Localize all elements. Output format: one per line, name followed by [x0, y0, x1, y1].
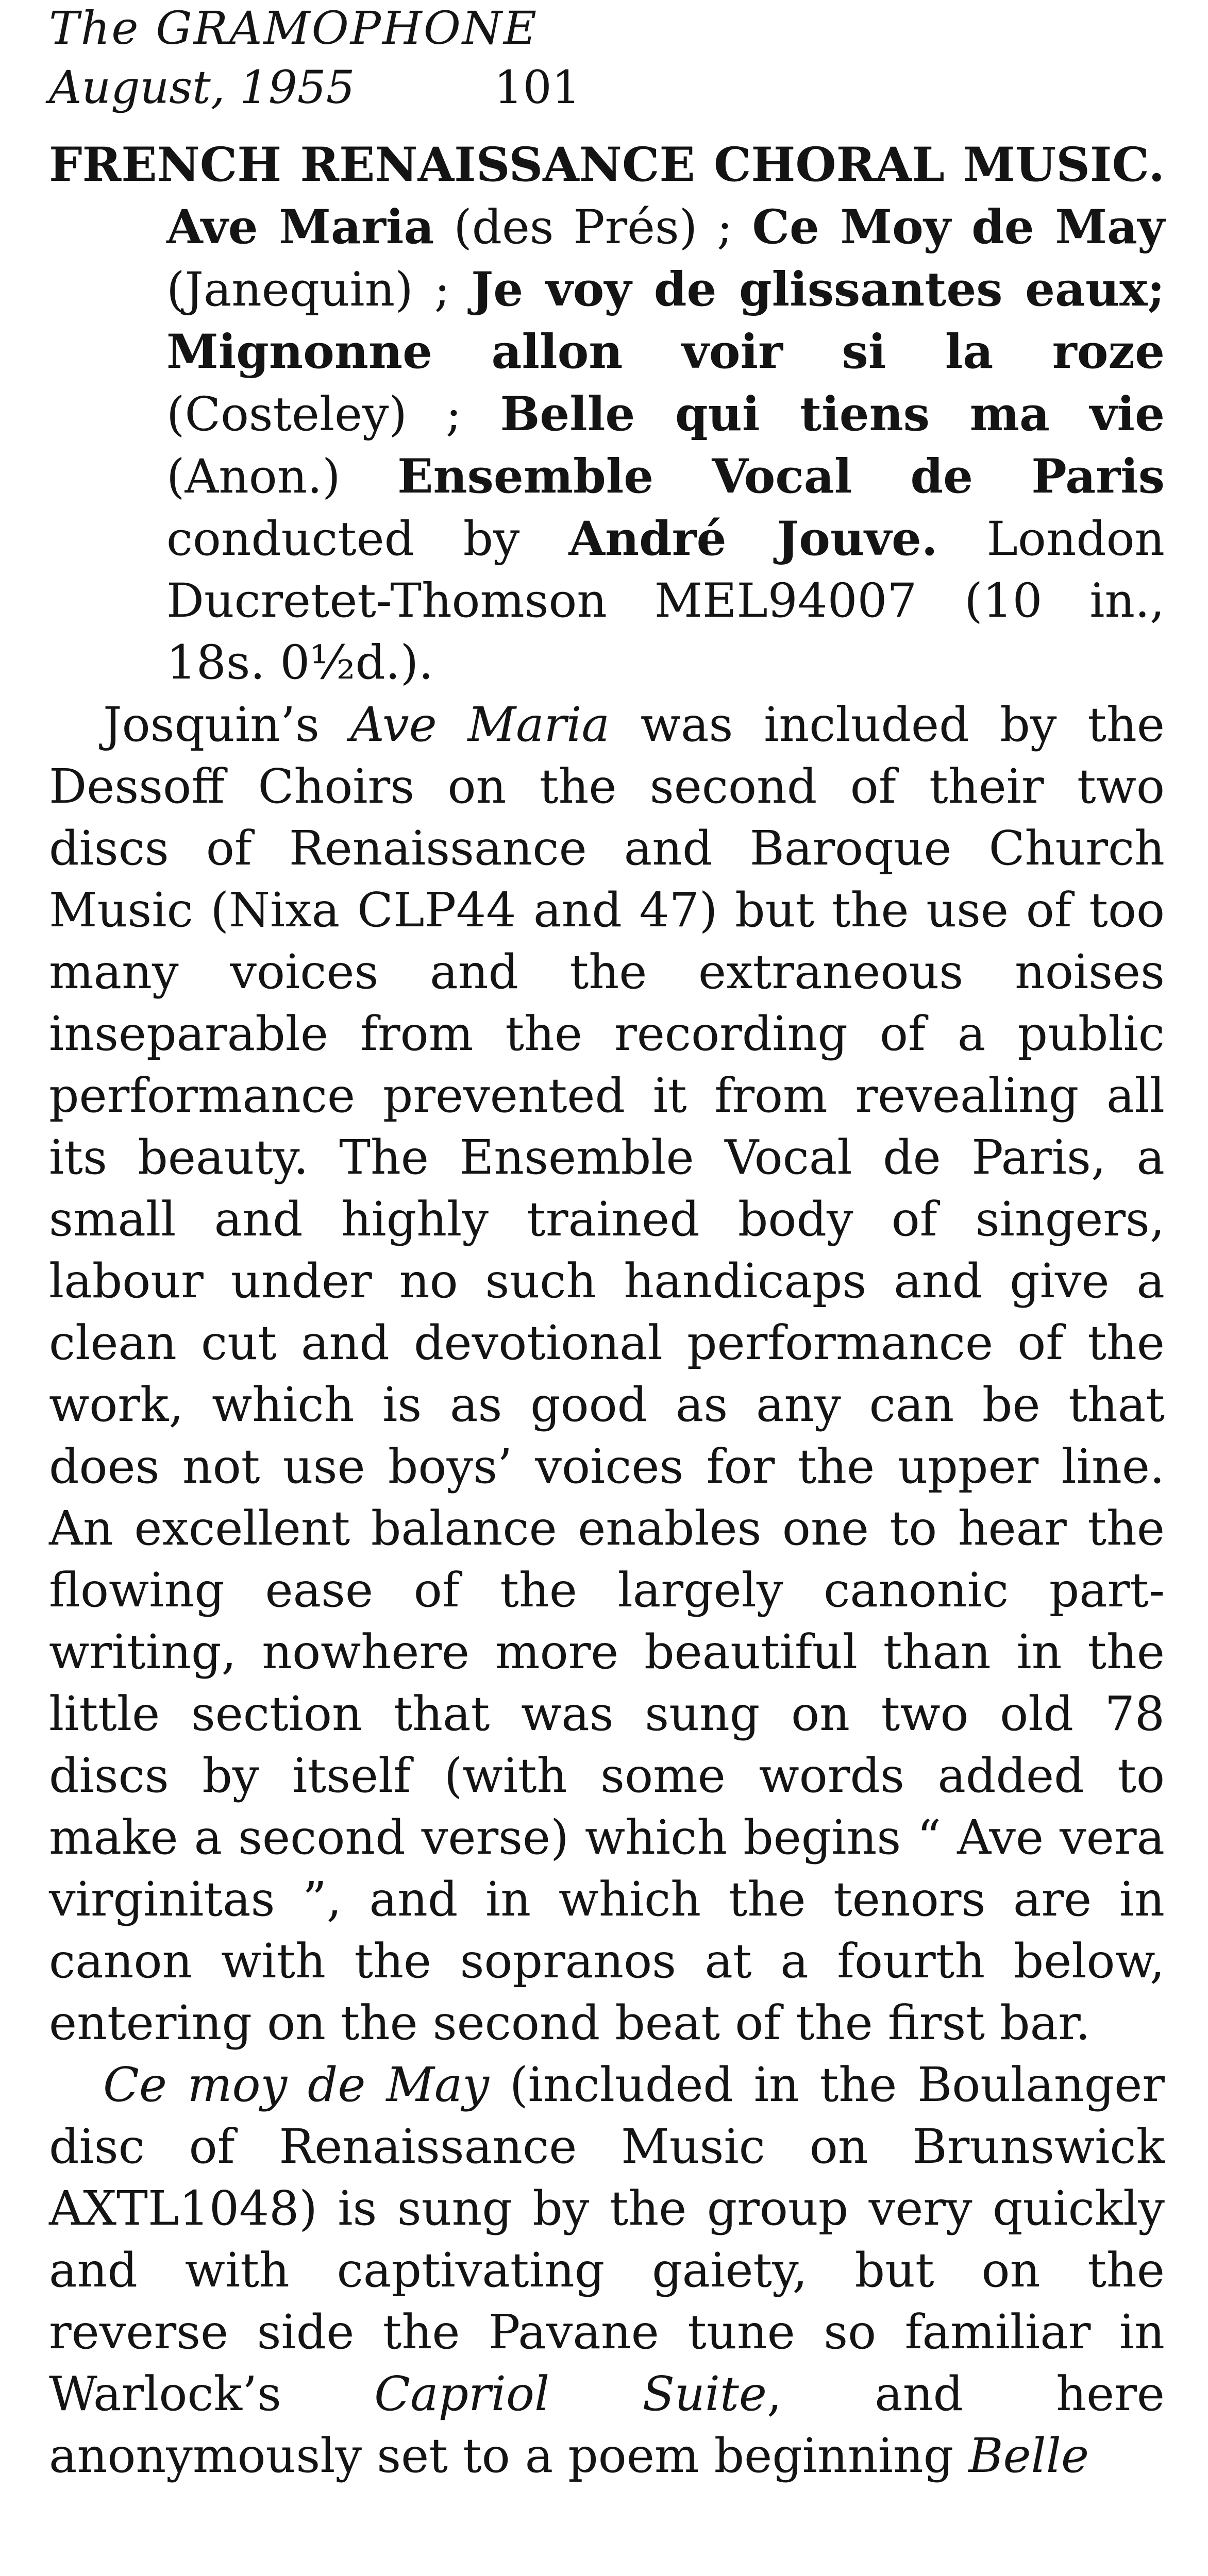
para1-text-b: was included by the Dessoff Choirs on the second of their two discs of Renaissance and Baroque Church Music (Nixa CLP44 and 47) but the use of too many voices and the extraneous noises inseparable from the recording of a public performance prevented it from revealing all its beauty. The Ensemble Vocal de Paris, a small and highly trained body of singers, labour under no such handicaps and give a clean cut and devotional performance of the work, which is as good as any can be that does not use boys’ voices for the upper line. An excellent balance enables one to hear the flowing ease of the largely canonic part-writing, nowhere more beautiful than in the little section that was sung on two old 78 discs by itself (with some words added to make a second verse) which begins “ Ave vera virginitas ”, and in which the tenors are in canon with the sopranos at a fourth below, entering on the second beat of the first bar.: [49, 697, 1165, 2050]
masthead: [49, 0, 1183, 118]
heading-composer-2: (Janequin) ;: [166, 263, 472, 317]
heading-work-1: Ave Maria: [166, 200, 434, 255]
review-heading: [49, 134, 1165, 694]
heading-category: FRENCH RENAISSANCE CHORAL MUSIC.: [49, 138, 1165, 192]
heading-work-2: Ce Moy de May: [752, 200, 1165, 255]
para2-text-b: , and here anonymously set to a poem beginning: [49, 2366, 1165, 2483]
heading-composer-1: (des Prés) ;: [434, 200, 752, 255]
heading-work-4: Belle qui tiens ma vie: [500, 387, 1165, 442]
issue-date: August, 1955: [49, 61, 355, 114]
review-paragraph-2: [49, 2054, 1165, 2487]
para2-title-capriol: Capriol Suite: [374, 2366, 767, 2421]
heading-composer-4: (Anon.): [166, 450, 398, 504]
para2-title-belle: Belle: [968, 2428, 1089, 2483]
heading-work-3: Je voy de glissantes eaux; Mignonne allon voir si la roze: [166, 262, 1165, 379]
para1-title-ave-maria: Ave Maria: [350, 697, 610, 752]
dateline: [49, 57, 1183, 118]
heading-composer-3: (Costeley) ;: [166, 387, 500, 442]
review-body: [49, 694, 1165, 2487]
para2-text-a: (included in the Boulanger disc of Renaissance Music on Brunswick AXTL1048) is sung by the group very quickly and with captivating gaiety, but on the reverse side the Pavane tune so familiar in Warlock’s: [49, 2057, 1165, 2421]
para2-title-ce-moy: Ce moy de May: [103, 2057, 490, 2112]
heading-performers: Ensemble Vocal de Paris: [397, 449, 1165, 504]
heading-label-catalogue: London Ducretet-Thomson MEL94007 (10 in., 18s. 0½d.).: [166, 512, 1165, 690]
record-review: [49, 134, 1165, 2487]
publication-title: The GRAMOPHONE: [49, 2, 539, 55]
para1-text-a: Josquin’s: [103, 697, 350, 752]
heading-conductor: André Jouve.: [568, 512, 938, 566]
page-number: 101: [494, 61, 581, 114]
review-paragraph-1: [49, 694, 1165, 2054]
heading-conducted-by: conducted by: [166, 512, 569, 566]
